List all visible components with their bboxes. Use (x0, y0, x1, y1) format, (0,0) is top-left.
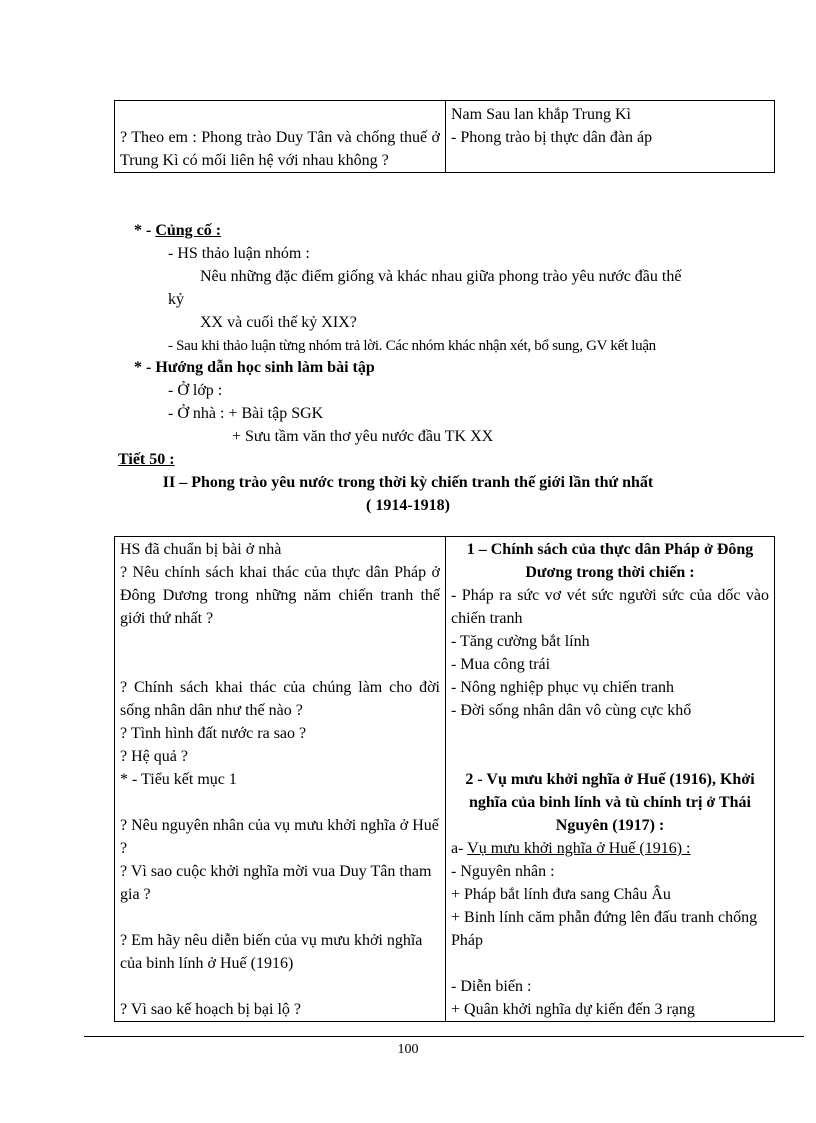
table1-question: ? Theo em : Phong trào Duy Tân và chống thuế ở Trung Kì có mối liên hệ với nhau không ? (115, 101, 446, 173)
content-line: - Mua công trái (451, 656, 551, 673)
question: ? Tình hình đất nước ra sao ? (120, 725, 307, 742)
section-years: ( 1914-1918) (366, 497, 450, 514)
content-line: - Nguyên nhân : (451, 863, 555, 880)
content-line: - Diễn biến : (451, 978, 532, 995)
cungco-line: - Sau khi thảo luận từng nhóm trả lời. Các nhóm khác nhận xét, bổ sung, GV kết luận (168, 338, 656, 354)
question: ? Vì sao kế hoạch bị bại lộ ? (120, 1001, 301, 1018)
huongdan-line: - Ở nhà : + Bài tập SGK (168, 405, 324, 422)
content-line: + Binh lính căm phẫn đứng lên đấu tranh chống Pháp (451, 909, 758, 949)
content-line: - Đời sống nhân dân vô cùng cực khổ (451, 702, 692, 719)
huongdan-line: - Ở lớp : (168, 382, 223, 399)
question: ? Vì sao cuộc khởi nghĩa mời vua Duy Tân tham gia ? (120, 863, 432, 903)
lesson-table (114, 536, 775, 1022)
table1-answer-line: - Phong trào bị thực dân đàn áp (451, 129, 653, 146)
huongdan-heading: * - Hướng dẫn học sinh làm bài tập (134, 359, 375, 376)
content-line: - Tăng cường bắt lính (451, 633, 590, 650)
footer-rule (84, 1036, 804, 1037)
teacher-questions-column (115, 537, 446, 1022)
cungco-line: Nêu những đặc điểm giống và khác nhau giữa phong trào yêu nước đầu thế (200, 268, 682, 285)
subsection-title: a- Vụ mưu khởi nghĩa ở Huế (1916) : (451, 840, 691, 857)
lesson-number: Tiết 50 : (118, 451, 175, 468)
question: ? Em hãy nêu diễn biến của vụ mưu khởi nghĩa của binh lính ở Huế (1916) (120, 932, 423, 972)
table1-answer (446, 101, 775, 173)
huongdan-line: + Sưu tầm văn thơ yêu nước đầu TK XX (232, 428, 494, 445)
content-heading: 1 – Chính sách của thực dân Pháp ở Đông Dương trong thời chiến : (466, 541, 754, 581)
content-line: - Pháp ra sức vơ vét sức người sức của dốc vào chiến tranh (451, 587, 769, 627)
discussion-table (114, 100, 775, 173)
content-column (446, 537, 775, 1022)
cungco-line: XX và cuối thế kỷ XIX? (200, 314, 357, 331)
cungco-line: - HS thảo luận nhóm : (168, 245, 310, 262)
table1-answer-line: Nam Sau lan khắp Trung Kì (451, 106, 631, 123)
cungco-heading: * - Củng cố : (134, 222, 222, 239)
content-line: + Quân khởi nghĩa dự kiến đến 3 rạng (451, 1001, 695, 1018)
cungco-line: kỷ (168, 291, 184, 308)
content-line: + Pháp bắt lính đưa sang Châu Âu (451, 886, 671, 903)
summary-note: * - Tiểu kết mục 1 (120, 771, 237, 788)
question: ? Chính sách khai thác của chúng làm cho đời sống nhân dân như thế nào ? (120, 679, 440, 719)
content-line: - Nông nghiệp phục vụ chiến tranh (451, 679, 675, 696)
question: ? Nêu nguyên nhân của vụ mưu khởi nghĩa ở Huế ? (120, 817, 439, 857)
content-heading: 2 - Vụ mưu khởi nghĩa ở Huế (1916), Khởi nghĩa của binh lính và tù chính trị ở Thái Nguyên (1917) : (465, 771, 755, 834)
section-title: II – Phong trào yêu nước trong thời kỳ chiến tranh thế giới lần thứ nhất (162, 474, 654, 491)
question: ? Nêu chính sách khai thác của thực dân Pháp ở Đông Dương trong những năm chiến tranh thế giới thứ nhất ? (120, 564, 440, 627)
page-number: 100 (397, 1042, 419, 1057)
left-line: HS đã chuẩn bị bài ở nhà (120, 541, 282, 558)
question: ? Hệ quả ? (120, 748, 188, 765)
